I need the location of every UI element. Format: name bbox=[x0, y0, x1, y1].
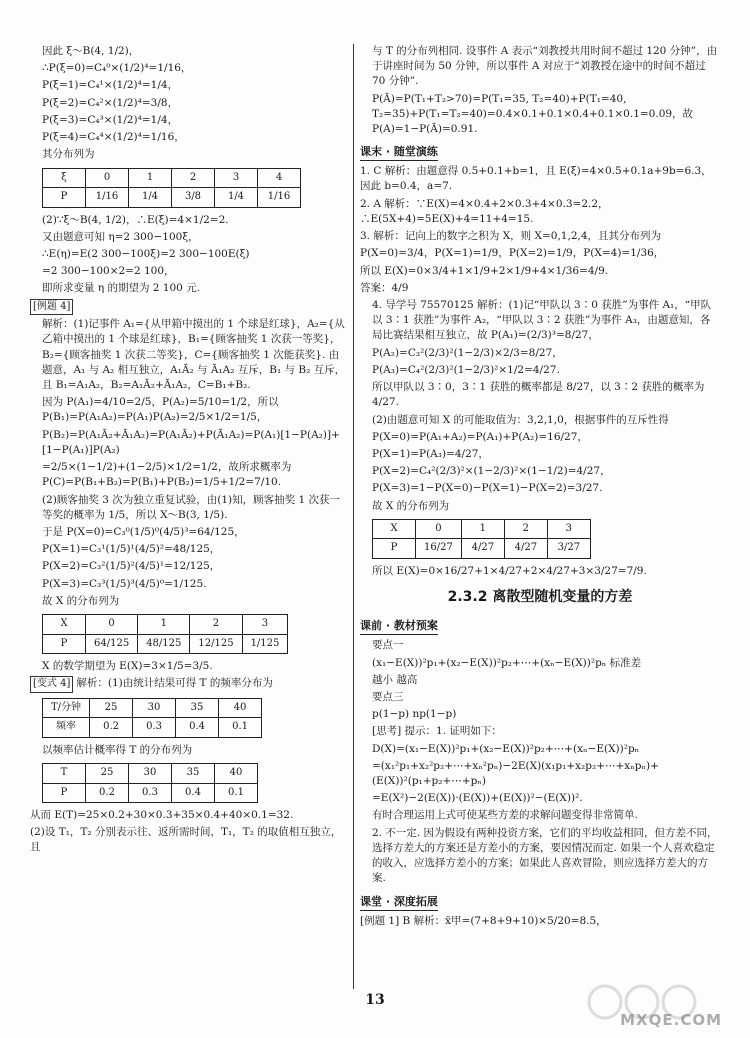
right-c-line: =(x₁²p₁+x₂²p₂+⋯+xₙ²pₙ)−2E(X)(x₁p₁+x₂p₂+⋯+xₙpₙ)+(E(X))²(p₁+p₂+⋯+pₙ) bbox=[372, 759, 659, 788]
example1-line: [例题 1] B 解析：x̄甲=(7+8+9+10)×5/20=8.5， bbox=[360, 914, 607, 927]
xi-table-cell: 1/4 bbox=[215, 188, 258, 208]
page-number: 13 bbox=[365, 992, 385, 1008]
q4-line: (2)由题意可知 X 的可能取值为：3,2,1,0，根据事件的互斥性得 bbox=[372, 413, 669, 426]
left-a-line: P(ξ=2)=C₄²×(1/2)⁴=3/8， bbox=[42, 96, 179, 109]
example4-tag: [例题 4] bbox=[30, 299, 73, 316]
freq-table-cell: 0.2 bbox=[90, 718, 133, 738]
freq-table-cell: 0.4 bbox=[176, 718, 219, 738]
right-b-line: 3. 解析：记向上的数字之积为 X，则 X=0,1,2,4，且其分布列为 bbox=[360, 230, 662, 243]
xi-table-cell: ξ bbox=[43, 168, 86, 188]
xi-table-cell: 2 bbox=[172, 168, 215, 188]
t-table-cell: 0.4 bbox=[172, 783, 215, 803]
distribution-table-X-q4 bbox=[372, 519, 591, 559]
left-a-line: P(ξ=1)=C₄¹×(1/2)⁴=1/4， bbox=[42, 79, 179, 92]
example4-line: 故 X 的分布列为 bbox=[42, 594, 120, 607]
left-column bbox=[30, 44, 348, 998]
xi-table-cell: 4 bbox=[258, 168, 301, 188]
q4-table-cell: 1 bbox=[461, 519, 504, 539]
q4-table-cell: P bbox=[373, 539, 416, 559]
x-table-cell: 2 bbox=[190, 615, 242, 635]
right-c-line: 有时合理运用上式可使某些方差的求解问题变得非常简单. bbox=[372, 809, 638, 822]
example4-line: P(X=1)=C₃¹(1/5)¹(4/5)²=48/125， bbox=[42, 543, 221, 556]
section-heading-review: 课末 · 随堂演练 bbox=[360, 144, 438, 161]
q4-table-row bbox=[373, 539, 591, 559]
q4-line: 故 X 的分布列为 bbox=[372, 499, 450, 512]
right-c-line: D(X)=(x₁−E(X))²p₁+(x₂−E(X))²p₂+⋯+(xₙ−E(X))²pₙ bbox=[372, 742, 640, 755]
right-lines-b bbox=[360, 164, 720, 296]
column-divider bbox=[353, 44, 354, 989]
distribution-table-T bbox=[42, 763, 258, 803]
t-table-cell: 25 bbox=[86, 764, 129, 784]
q4-line: P(A₂)=C₃²(2/3)²(1−2/3)×2/3=8/27， bbox=[372, 346, 563, 359]
freq-table-cell: 35 bbox=[176, 698, 219, 718]
q4-table-cell: 4/27 bbox=[504, 539, 547, 559]
variant4-intro: 解析：(1)由统计结果可得 T 的频率分布为 bbox=[76, 677, 273, 690]
right-b-line: 所以 E(X)=0×3/4+1×1/9+2×1/9+4×1/36=4/9. bbox=[360, 264, 609, 277]
q4-table-cell: 4/27 bbox=[461, 539, 504, 559]
example4-line: 解析：(1)记事件 A₁={从甲箱中摸出的 1 个球是红球}，A₂={从乙箱中摸出的 1 个球是红球}，B₁={顾客抽奖 1 次获一等奖}，B₂={顾客抽奖 1 次获二等奖}，C={顾客抽奖 1 次能获奖}. 由题意，A₁ 与 A₂ 相互独立，A₁Ā₂ 与 Ā₁A₂ 互斥，B₁ 与 B₂ 互斥，且 B₁=A₁A₂，B₂=A₁Ā₂+Ā₁A₂，C=B₁+B₂. bbox=[42, 318, 346, 391]
example4-line: =2/5×(1−1/2)+(1−2/5)×1/2=1/2，故所求概率为 P(C)=P(B₁+B₂)=P(B₁)+P(B₂)=1/5+1/2=7/10. bbox=[42, 461, 292, 489]
right-c-line: 2. 不一定. 因为假设有两种投资方案，它们的平均收益相同，但方差不同，选择方差大的方案还是方差小的方案，要因情况而定. 如果一个人喜欢稳定的收入，应选择方差小的方案；如果此人喜欢冒险，则应选择方差大的方案. bbox=[372, 826, 718, 885]
frequency-table-T bbox=[42, 698, 262, 738]
x-table-cell: 3 bbox=[242, 615, 288, 635]
left-lines-c bbox=[30, 808, 348, 856]
t-table-cell: 30 bbox=[129, 764, 172, 784]
x-table-cell: P bbox=[43, 634, 86, 654]
right-a-line: 与 T 的分布列相同. 设事件 A 表示“刘教授共用时间不超过 120 分钟”，由于讲座时间为 50 分钟，所以事件 A 对应于“刘教授在途中的时间不超过 70 分钟”. bbox=[372, 45, 718, 88]
variant4-mid: 以频率估计概率得 T 的分布列为 bbox=[42, 743, 193, 756]
right-c-line: [思考] 提示：1. 证明如下： bbox=[372, 725, 502, 738]
right-lines-a bbox=[360, 44, 720, 137]
freq-table-cell: 0.3 bbox=[133, 718, 176, 738]
t-table-cell: 0.3 bbox=[129, 783, 172, 803]
freq-table-cell: 0.1 bbox=[219, 718, 262, 738]
t-table-cell: 40 bbox=[215, 764, 258, 784]
q4-table-cell: 3/27 bbox=[547, 539, 590, 559]
right-lines-c bbox=[360, 638, 720, 886]
q4-line: 所以甲队以 3∶0，3∶1 获胜的概率都是 8/27，以 3∶2 获胜的概率为 4/27. bbox=[372, 381, 705, 409]
x-table-cell: 48/125 bbox=[138, 634, 190, 654]
freq-table-cell: 频率 bbox=[43, 718, 90, 738]
right-b-line: 答案：4/9 bbox=[360, 281, 409, 294]
xi-table-cell: P bbox=[43, 188, 86, 208]
left-b-line: =2 300−100×2=2 100， bbox=[42, 265, 175, 278]
right-c-line: (x₁−E(X))²p₁+(x₂−E(X))²p₂+⋯+(xₙ−E(X))²pₙ 标准差 bbox=[372, 656, 642, 669]
right-column bbox=[360, 44, 720, 998]
q4-table-cell: 16/27 bbox=[416, 539, 462, 559]
left-a-line: P(ξ=4)=C₄⁴×(1/2)⁴=1/16， bbox=[42, 131, 185, 144]
freq-table-cell: T/分钟 bbox=[43, 698, 90, 718]
xi-table-cell: 1/16 bbox=[86, 188, 129, 208]
t-table-cell: P bbox=[43, 783, 86, 803]
q4-table-header bbox=[373, 519, 591, 539]
example4-line: 因为 P(A₁)=4/10=2/5，P(A₂)=5/10=1/2，所以 P(B₁)=P(A₁A₂)=P(A₁)P(A₂)=2/5×1/2=1/5， bbox=[42, 396, 279, 424]
xi-table-cell: 3/8 bbox=[172, 188, 215, 208]
freq-table-row bbox=[43, 718, 262, 738]
left-lines-b bbox=[30, 213, 348, 297]
right-b-line: P(X=0)=3/4，P(X=1)=1/9，P(X=2)=1/9，P(X=4)=1/36， bbox=[360, 247, 665, 260]
distribution-table-xi bbox=[42, 168, 301, 208]
x-table-cell: 1 bbox=[138, 615, 190, 635]
right-b-line: 1. C 解析：由题意得 0.5+0.1+b=1，且 E(ξ)=4×0.5+0.1a+9b=6.3，因此 b=0.4，a=7. bbox=[360, 165, 712, 193]
x-table-row bbox=[43, 634, 288, 654]
q4-line: P(X=2)=C₄²(2/3)²×(1−2/3)²×(1−1/2)=4/27， bbox=[372, 465, 611, 478]
x-table-cell: 64/125 bbox=[86, 634, 138, 654]
xi-table-header bbox=[43, 168, 301, 188]
xi-table-cell: 0 bbox=[86, 168, 129, 188]
left-c-line: 从而 E(T)=25×0.2+30×0.3+35×0.4+40×0.1=32. bbox=[30, 809, 294, 821]
q4-table-cell: 3 bbox=[547, 519, 590, 539]
x-table-cell: 1/125 bbox=[242, 634, 288, 654]
q4-line: 4. 导学号 75570125 解析：(1)记“甲队以 3∶0 获胜”为事件 A₁，“甲队以 3∶1 获胜”为事件 A₂，“甲队以 3∶2 获胜”为事件 A₃，由题意知，各局比赛结果相互独立，故 P(A₁)=(2/3)³=8/27， bbox=[372, 299, 712, 342]
q4-line: P(X=3)=1−P(X=0)−P(X=1)−P(X=2)=3/27. bbox=[372, 482, 603, 495]
example4-line: P(B₂)=P(A₁Ā₂+Ā₁A₂)=P(A₁Ā₂)+P(Ā₁A₂)=P(A₁)[1−P(A₂)]+[1−P(A₁)]P(A₂) bbox=[42, 428, 340, 456]
t-table-cell: 35 bbox=[172, 764, 215, 784]
watermark-text: MXQE.COM bbox=[620, 1011, 722, 1030]
right-c-line: p(1−p) np(1−p) bbox=[372, 708, 457, 721]
example4-line: P(X=2)=C₃²(1/5)²(4/5)¹=12/125， bbox=[42, 560, 221, 573]
right-c-line: 要点三 bbox=[372, 690, 404, 703]
xi-table-cell: 1 bbox=[129, 168, 172, 188]
xi-table-row bbox=[43, 188, 301, 208]
right-a-line: P(Ā)=P(T₁+T₂>70)=P(T₁=35, T₂=40)+P(T₁=40, T₂=35)+P(T₁=T₂=40)=0.4×0.1+0.1×0.4+0.1×0.1=0.09，故 P(A)=1−P(Ā)=0.91. bbox=[372, 92, 694, 136]
left-b-line: 即所求变量 η 的期望为 2 100 元. bbox=[42, 282, 201, 295]
right-c-line: 越小 越高 bbox=[372, 673, 418, 686]
section-heading-preview: 课前 · 教材预案 bbox=[360, 618, 438, 635]
freq-table-cell: 40 bbox=[219, 698, 262, 718]
left-a-line: P(ξ=3)=C₄³×(1/2)⁴=1/4， bbox=[42, 113, 179, 126]
freq-table-header bbox=[43, 698, 262, 718]
example4-expectation: X 的数学期望为 E(X)=3×1/5=3/5. bbox=[42, 660, 213, 673]
left-b-line: (2)∵ξ～B(4, 1/2)，∴E(ξ)=4×1/2=2. bbox=[42, 213, 229, 226]
distribution-table-X-example4 bbox=[42, 614, 288, 654]
right-c-line: =E(X²)−2(E(X))·(E(X))+(E(X))²−(E(X))². bbox=[372, 792, 583, 805]
q4-line: P(X=1)=P(A₃)=4/27， bbox=[372, 447, 489, 460]
freq-table-cell: 30 bbox=[133, 698, 176, 718]
left-c-line: (2)设 T₁，T₂ 分别表示往、返所需时间，T₁，T₂ 的取值相互独立，且 bbox=[30, 826, 342, 854]
t-table-header bbox=[43, 764, 258, 784]
section-heading-extension: 课堂 · 深度拓展 bbox=[360, 894, 438, 911]
example4-line: P(X=3)=C₃³(1/5)³(4/5)⁰=1/125. bbox=[42, 577, 207, 590]
q4-table-cell: 0 bbox=[416, 519, 462, 539]
xi-table-cell: 1/4 bbox=[129, 188, 172, 208]
question4-solution bbox=[360, 298, 720, 514]
x-table-cell: 0 bbox=[86, 615, 138, 635]
q4-line: P(X=0)=P(A₁+A₂)=P(A₁)+P(A₂)=16/27， bbox=[372, 430, 588, 443]
example4-solution bbox=[30, 317, 348, 609]
t-table-cell: 0.1 bbox=[215, 783, 258, 803]
q4-expectation: 所以 E(X)=0×16/27+1×4/27+2×4/27+3×3/27=7/9. bbox=[372, 564, 647, 577]
example4-line: (2)顾客抽奖 3 次为独立重复试验，由(1)知，顾客抽奖 1 次获一等奖的概率为 1/5，所以 X～B(3, 1/5). bbox=[42, 493, 340, 521]
x-table-cell: 12/125 bbox=[190, 634, 242, 654]
left-lines-a bbox=[30, 44, 348, 163]
right-c-line: 要点一 bbox=[372, 639, 404, 652]
xi-table-cell: 3 bbox=[215, 168, 258, 188]
section-title: 2.3.2 离散型随机变量的方差 bbox=[447, 589, 633, 606]
xi-table-cell: 1/16 bbox=[258, 188, 301, 208]
q4-table-cell: X bbox=[373, 519, 416, 539]
t-table-cell: T bbox=[43, 764, 86, 784]
left-b-line: 又由题意可知 η=2 300−100ξ， bbox=[42, 230, 199, 243]
x-table-header bbox=[43, 615, 288, 635]
freq-table-cell: 25 bbox=[90, 698, 133, 718]
q4-line: P(A₃)=C₄²(2/3)²(1−2/3)²×1/2=4/27. bbox=[372, 363, 560, 376]
q4-table-cell: 2 bbox=[504, 519, 547, 539]
t-table-cell: 0.2 bbox=[86, 783, 129, 803]
right-b-line: 2. A 解析：∵E(X)=4×0.4+2×0.3+4×0.3=2.2，∴E(5X+4)=5E(X)+4=11+4=15. bbox=[360, 197, 609, 225]
t-table-row bbox=[43, 783, 258, 803]
left-b-line: ∴E(η)=E(2 300−100ξ)=2 300−100E(ξ) bbox=[42, 247, 250, 260]
example4-line: 于是 P(X=0)=C₃⁰(1/5)⁰(4/5)³=64/125， bbox=[42, 525, 245, 538]
left-a-line: 其分布列为 bbox=[42, 148, 95, 161]
left-a-line: ∴P(ξ=0)=C₄⁰×(1/2)⁴=1/16， bbox=[42, 62, 192, 75]
left-a-line: 因此 ξ～B(4, 1/2)， bbox=[42, 45, 140, 57]
variant4-tag: [变式 4] bbox=[30, 676, 73, 693]
x-table-cell: X bbox=[43, 615, 86, 635]
